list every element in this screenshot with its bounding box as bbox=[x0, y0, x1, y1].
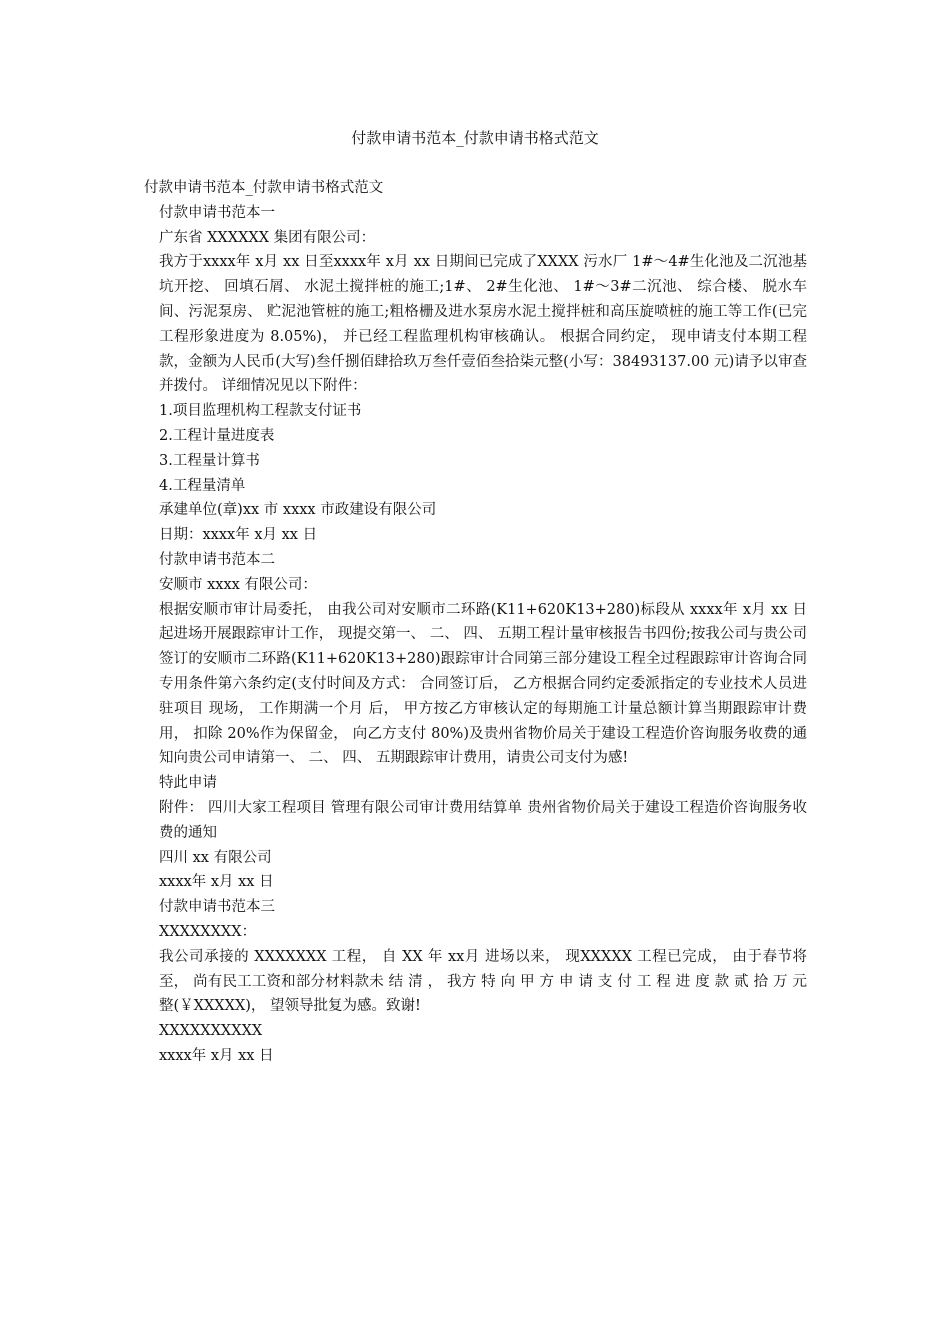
sample2-closing: 特此申请 bbox=[159, 775, 217, 792]
sample1-signer: 承建单位(章)xx 市 xxxx 市政建设有限公司 bbox=[159, 502, 437, 519]
sample3-date: xxxx年 x月 xx 日 bbox=[159, 1047, 274, 1064]
document-title: 付款申请书范本_付款申请书格式范文 bbox=[351, 129, 599, 147]
sample1-attachment-1: 1.项目监理机构工程款支付证书 bbox=[159, 403, 362, 420]
document-heading: 付款申请书范本_付款申请书格式范文 bbox=[144, 180, 384, 196]
sample1-date: 日期：xxxx年 x月 xx 日 bbox=[159, 527, 318, 544]
sample1-attachment-4: 4.工程量清单 bbox=[159, 477, 246, 494]
sample1-title: 付款申请书范本一 bbox=[159, 204, 275, 221]
document-body bbox=[144, 176, 807, 1069]
sample2-signer: 四川 xx 有限公司 bbox=[159, 849, 272, 866]
sample2-attachment: 附件： 四川大家工程项目 管理有限公司审计费用结算单 贵州省物价局关于建设工程造价咨询服务收费的通知 bbox=[159, 799, 807, 841]
sample2-addressee: 安顺市 xxxx 有限公司： bbox=[159, 576, 317, 593]
sample3-addressee: XXXXXXXX： bbox=[159, 923, 257, 940]
sample1-attachment-2: 2.工程计量进度表 bbox=[159, 427, 275, 444]
sample3-title: 付款申请书范本三 bbox=[159, 899, 275, 916]
sample1-attachment-3: 3.工程量计算书 bbox=[159, 452, 260, 469]
sample3-signer: XXXXXXXXXX bbox=[159, 1023, 263, 1040]
sample3-body: 我公司承接的 XXXXXXX 工程， 自 XX 年 xx月 进场以来， 现XXXXX 工程已完成， 由于春节将至， 尚有民工工资和部分材料款未 结 清 ， 我方 特 向 甲 方 申 请 支 付 工 程 进 度 款 贰 拾 万 元 整(￥XXXXX)， 望领导批复为感。致谢! bbox=[159, 948, 807, 1015]
sample2-date: xxxx年 x月 xx 日 bbox=[159, 874, 274, 891]
sample1-addressee: 广东省 XXXXXX 集团有限公司： bbox=[159, 229, 376, 246]
sample2-body: 根据安顺市审计局委托， 由我公司对安顺市二环路(K11+620K13+280)标段从 xxxx年 x月 xx 日起进场开展跟踪审计工作， 现提交第一、 二、 四、 五期工程计量审核报告书四份;按我公司与贵公司签订的安顺市二环路(K11+620K13+280)跟踪审计合同第三部分建设工程全过程跟踪审计咨询合同专用条件第六条约定(支付时间及方式： 合同签订后， 乙方根据合同约定委派指定的专业技术人员进驻项目 现场， 工作期满一个月 后， 甲方按乙方审核认定的每期施工计量总额计算当期跟踪审计费用， 扣除 20%作为保留金， 向乙方支付 80%)及贵州省物价局关于建设工程造价咨询服务收费的通知向贵公司申请第一、 二、 四、 五期跟踪审计费用，请贵公司支付为感! bbox=[159, 601, 807, 767]
sample2-title: 付款申请书范本二 bbox=[159, 551, 275, 568]
sample1-body: 我方于xxxx年 x月 xx 日至xxxx年 x月 xx 日期间已完成了XXXX 污水厂 1#～4#生化池及二沉池基坑开挖、 回填石屑、 水泥土搅拌桩的施工;1#、 2#生化池、 1#～3#二沉池、 综合楼、 脱水车间、污泥泵房、 贮泥池管桩的施工;粗格栅及进水泵房水泥土搅拌桩和高压旋喷桩的施工等工作(已完工程形象进度为 8.05%)， 并已经工程监理机构审核确认。 根据合同约定， 现申请支付本期工程款，金额为人民币(大写)叁仟捌佰肆拾玖万叁仟壹佰叁拾柒元整(小写：38493137.00 元)请予以审查并拨付。 详细情况见以下附件： bbox=[159, 254, 807, 395]
